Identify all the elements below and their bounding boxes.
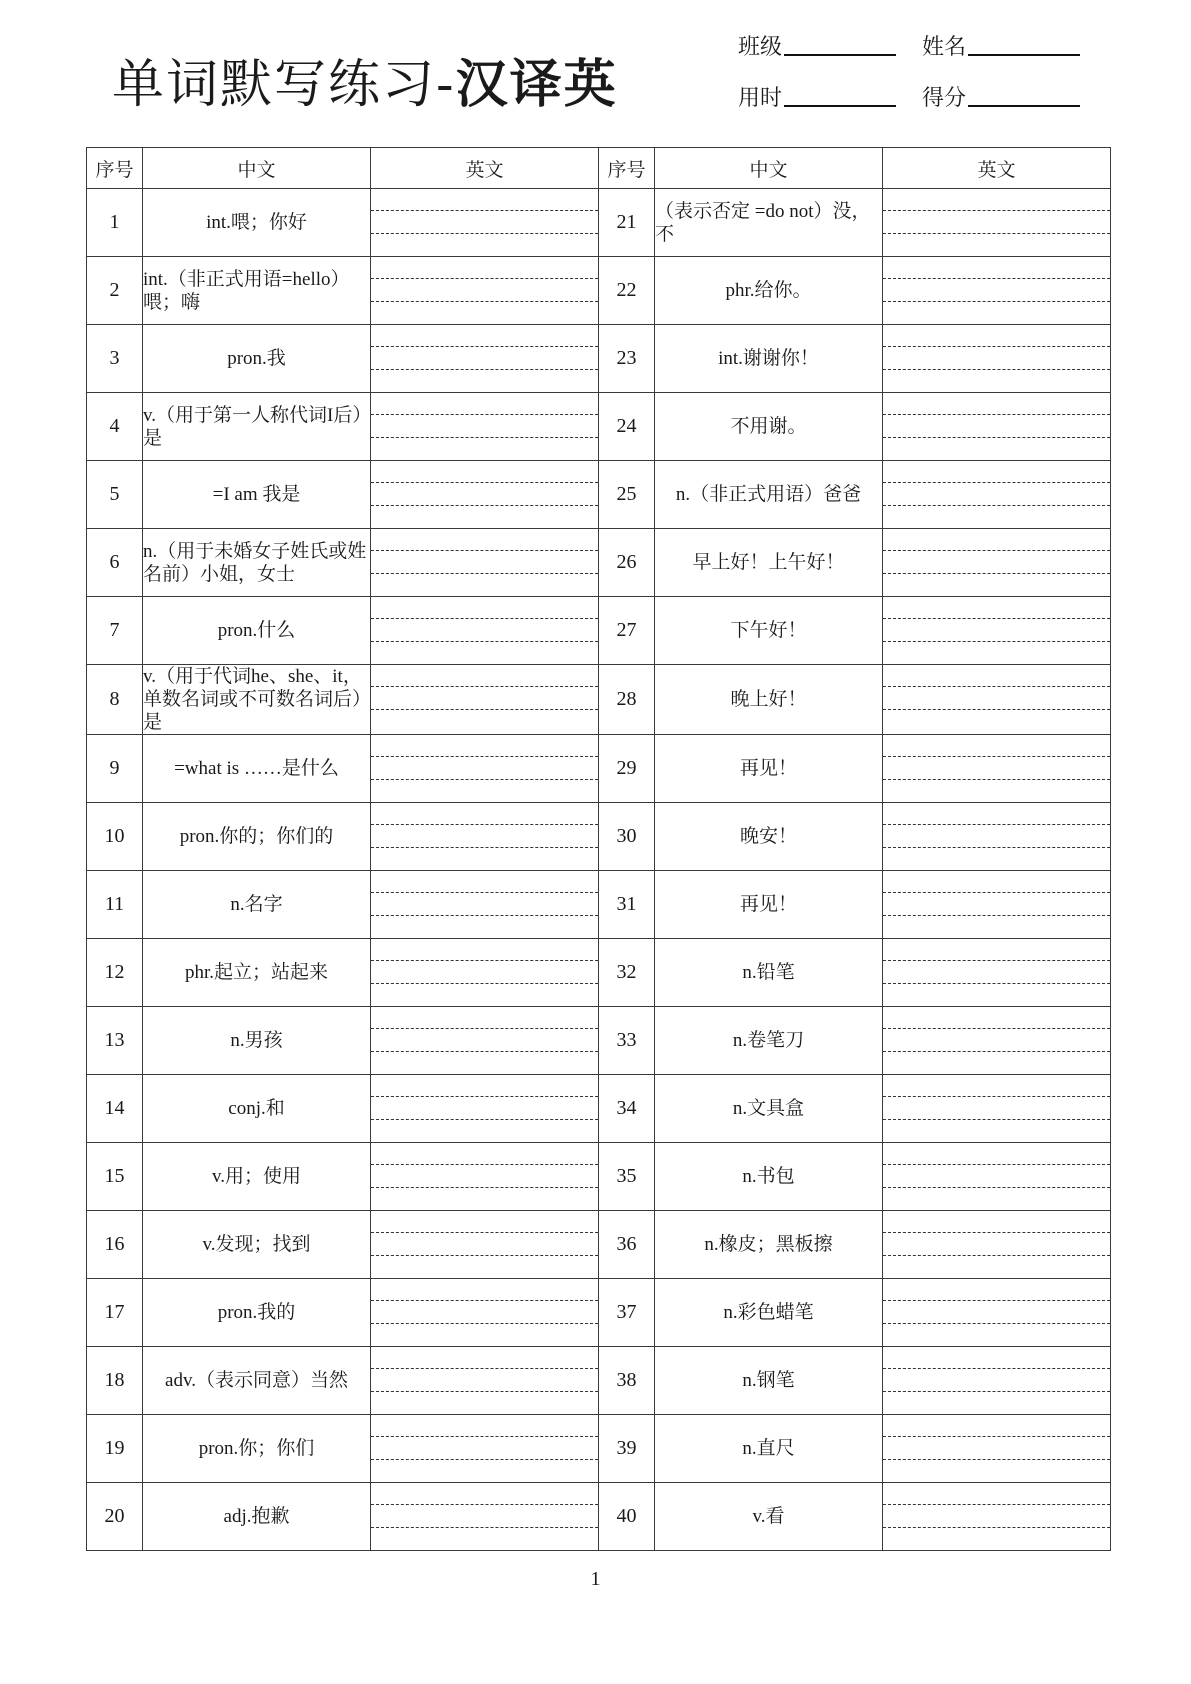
- chinese-meaning: 晚上好！: [655, 665, 883, 735]
- col-header-chinese: 中文: [655, 148, 883, 189]
- writing-guide-line: [883, 1232, 1110, 1233]
- table-row: [87, 803, 1111, 871]
- english-answer-field[interactable]: [883, 1211, 1111, 1279]
- english-answer-field[interactable]: [371, 735, 599, 803]
- writing-guide-line: [371, 756, 598, 757]
- item-number: 21: [599, 189, 655, 257]
- item-number: 33: [599, 1007, 655, 1075]
- time-input-line[interactable]: [784, 104, 896, 107]
- english-answer-field[interactable]: [883, 1075, 1111, 1143]
- writing-guide-line: [883, 233, 1110, 234]
- english-answer-field[interactable]: [883, 1279, 1111, 1347]
- writing-guide-line: [883, 1368, 1110, 1369]
- writing-guide-line: [371, 1232, 598, 1233]
- writing-guide-line: [883, 892, 1110, 893]
- writing-guide-line: [883, 550, 1110, 551]
- writing-guide-line: [371, 573, 598, 574]
- item-number: 1: [87, 189, 143, 257]
- chinese-meaning: phr.给你。: [655, 257, 883, 325]
- writing-guide-line: [883, 847, 1110, 848]
- writing-guide-line: [883, 1164, 1110, 1165]
- writing-guide-line: [883, 1300, 1110, 1301]
- item-number: 29: [599, 735, 655, 803]
- table-row: [87, 735, 1111, 803]
- writing-guide-line: [883, 1527, 1110, 1528]
- item-number: 15: [87, 1143, 143, 1211]
- writing-guide-line: [883, 301, 1110, 302]
- writing-guide-line: [371, 1096, 598, 1097]
- writing-guide-line: [371, 437, 598, 438]
- writing-guide-line: [883, 1323, 1110, 1324]
- writing-guide-line: [883, 437, 1110, 438]
- writing-guide-line: [371, 1436, 598, 1437]
- writing-guide-line: [371, 1323, 598, 1324]
- writing-guide-line: [371, 369, 598, 370]
- item-number: 9: [87, 735, 143, 803]
- chinese-meaning: adv.（表示同意）当然: [143, 1347, 371, 1415]
- writing-guide-line: [371, 779, 598, 780]
- chinese-meaning: pron.我的: [143, 1279, 371, 1347]
- english-answer-field[interactable]: [883, 665, 1111, 735]
- chinese-meaning: int.喂；你好: [143, 189, 371, 257]
- chinese-meaning: 晚安！: [655, 803, 883, 871]
- english-answer-field[interactable]: [883, 1415, 1111, 1483]
- time-label: 用时: [738, 86, 783, 111]
- writing-guide-line: [883, 210, 1110, 211]
- table-row: [87, 1279, 1111, 1347]
- item-number: 8: [87, 665, 143, 735]
- writing-guide-line: [883, 779, 1110, 780]
- chinese-meaning: n.书包: [655, 1143, 883, 1211]
- page-title: [112, 42, 618, 117]
- writing-guide-line: [883, 482, 1110, 483]
- english-answer-field[interactable]: [371, 1279, 599, 1347]
- class-field[interactable]: [738, 30, 896, 61]
- item-number: 36: [599, 1211, 655, 1279]
- col-header-english: 英文: [371, 148, 599, 189]
- table-header-row: [87, 148, 1111, 189]
- writing-guide-line: [371, 550, 598, 551]
- english-answer-field[interactable]: [883, 325, 1111, 393]
- item-number: 27: [599, 597, 655, 665]
- chinese-meaning: n.（非正式用语）爸爸: [655, 461, 883, 529]
- chinese-meaning: n.直尺: [655, 1415, 883, 1483]
- chinese-meaning: adj.抱歉: [143, 1483, 371, 1551]
- item-number: 25: [599, 461, 655, 529]
- time-field[interactable]: [738, 81, 896, 112]
- item-number: 12: [87, 939, 143, 1007]
- writing-guide-line: [371, 233, 598, 234]
- table-row: [87, 325, 1111, 393]
- english-answer-field[interactable]: [883, 939, 1111, 1007]
- table-row: [87, 597, 1111, 665]
- item-number: 35: [599, 1143, 655, 1211]
- item-number: 17: [87, 1279, 143, 1347]
- english-answer-field[interactable]: [371, 393, 599, 461]
- english-answer-field[interactable]: [371, 1483, 599, 1551]
- chinese-meaning: n.男孩: [143, 1007, 371, 1075]
- english-answer-field[interactable]: [883, 189, 1111, 257]
- english-answer-field[interactable]: [371, 597, 599, 665]
- chinese-meaning: 再见！: [655, 871, 883, 939]
- writing-guide-line: [371, 892, 598, 893]
- item-number: 7: [87, 597, 143, 665]
- writing-guide-line: [371, 301, 598, 302]
- chinese-meaning: v.发现；找到: [143, 1211, 371, 1279]
- chinese-meaning: n.彩色蜡笔: [655, 1279, 883, 1347]
- chinese-meaning: int.谢谢你！: [655, 325, 883, 393]
- item-number: 14: [87, 1075, 143, 1143]
- name-field[interactable]: [922, 30, 1080, 61]
- chinese-meaning: n.（用于未婚女子姓氏或姓名前）小姐，女士: [143, 529, 371, 597]
- item-number: 26: [599, 529, 655, 597]
- table-row: [87, 1143, 1111, 1211]
- item-number: 40: [599, 1483, 655, 1551]
- chinese-meaning: n.文具盒: [655, 1075, 883, 1143]
- english-answer-field[interactable]: [883, 1347, 1111, 1415]
- chinese-meaning: v.（用于代词he、she、it，单数名词或不可数名词后）是: [143, 665, 371, 735]
- english-answer-field[interactable]: [371, 257, 599, 325]
- english-answer-field[interactable]: [883, 1007, 1111, 1075]
- english-answer-field[interactable]: [883, 871, 1111, 939]
- chinese-meaning: n.钢笔: [655, 1347, 883, 1415]
- table-row: [87, 1007, 1111, 1075]
- writing-guide-line: [371, 1300, 598, 1301]
- writing-guide-line: [371, 1028, 598, 1029]
- name-input-line[interactable]: [968, 53, 1080, 56]
- chinese-meaning: pron.什么: [143, 597, 371, 665]
- chinese-meaning: n.铅笔: [655, 939, 883, 1007]
- chinese-meaning: pron.你的；你们的: [143, 803, 371, 871]
- class-input-line[interactable]: [784, 53, 896, 56]
- col-header-num: 序号: [87, 148, 143, 189]
- writing-guide-line: [883, 915, 1110, 916]
- item-number: 22: [599, 257, 655, 325]
- item-number: 2: [87, 257, 143, 325]
- table-row: [87, 1075, 1111, 1143]
- chinese-meaning: v.（用于第一人称代词I后）是: [143, 393, 371, 461]
- writing-guide-line: [371, 1051, 598, 1052]
- writing-guide-line: [883, 1255, 1110, 1256]
- english-answer-field[interactable]: [883, 597, 1111, 665]
- writing-guide-line: [883, 824, 1110, 825]
- english-answer-field[interactable]: [371, 665, 599, 735]
- item-number: 39: [599, 1415, 655, 1483]
- chinese-meaning: 早上好！上午好！: [655, 529, 883, 597]
- english-answer-field[interactable]: [371, 939, 599, 1007]
- item-number: 19: [87, 1415, 143, 1483]
- writing-guide-line: [883, 709, 1110, 710]
- title-subtitle: 汉译英: [455, 55, 618, 115]
- writing-guide-line: [883, 505, 1110, 506]
- name-label: 姓名: [922, 35, 967, 60]
- item-number: 31: [599, 871, 655, 939]
- item-number: 32: [599, 939, 655, 1007]
- item-number: 18: [87, 1347, 143, 1415]
- english-answer-field[interactable]: [371, 325, 599, 393]
- chinese-meaning: n.名字: [143, 871, 371, 939]
- table-row: [87, 871, 1111, 939]
- item-number: 28: [599, 665, 655, 735]
- page-number: 1: [590, 1568, 601, 1590]
- score-field[interactable]: [922, 81, 1080, 112]
- title-main: 单词默写练习-: [112, 55, 456, 115]
- chinese-meaning: 再见！: [655, 735, 883, 803]
- writing-guide-line: [371, 983, 598, 984]
- writing-guide-line: [371, 482, 598, 483]
- writing-guide-line: [371, 210, 598, 211]
- writing-guide-line: [883, 414, 1110, 415]
- writing-guide-line: [883, 278, 1110, 279]
- score-input-line[interactable]: [968, 104, 1080, 107]
- writing-guide-line: [883, 1096, 1110, 1097]
- writing-guide-line: [883, 369, 1110, 370]
- english-answer-field[interactable]: [371, 803, 599, 871]
- english-answer-field[interactable]: [371, 871, 599, 939]
- writing-guide-line: [371, 1391, 598, 1392]
- writing-guide-line: [883, 960, 1110, 961]
- english-answer-field[interactable]: [371, 529, 599, 597]
- chinese-meaning: conj.和: [143, 1075, 371, 1143]
- item-number: 20: [87, 1483, 143, 1551]
- table-row: [87, 189, 1111, 257]
- chinese-meaning: 下午好！: [655, 597, 883, 665]
- english-answer-field[interactable]: [883, 803, 1111, 871]
- english-answer-field[interactable]: [371, 1143, 599, 1211]
- writing-guide-line: [883, 573, 1110, 574]
- writing-guide-line: [883, 1051, 1110, 1052]
- table-row: [87, 1415, 1111, 1483]
- item-number: 38: [599, 1347, 655, 1415]
- writing-guide-line: [371, 278, 598, 279]
- writing-guide-line: [371, 960, 598, 961]
- writing-guide-line: [371, 824, 598, 825]
- table-row: [87, 529, 1111, 597]
- writing-guide-line: [371, 1368, 598, 1369]
- item-number: 37: [599, 1279, 655, 1347]
- item-number: 16: [87, 1211, 143, 1279]
- item-number: 4: [87, 393, 143, 461]
- item-number: 34: [599, 1075, 655, 1143]
- chinese-meaning: int.（非正式用语=hello）喂；嗨: [143, 257, 371, 325]
- writing-guide-line: [883, 1028, 1110, 1029]
- writing-guide-line: [883, 346, 1110, 347]
- table-row: [87, 257, 1111, 325]
- writing-guide-line: [371, 641, 598, 642]
- table-row: [87, 1347, 1111, 1415]
- writing-guide-line: [883, 1391, 1110, 1392]
- item-number: 13: [87, 1007, 143, 1075]
- writing-guide-line: [883, 1504, 1110, 1505]
- table-row: [87, 939, 1111, 1007]
- english-answer-field[interactable]: [371, 189, 599, 257]
- writing-guide-line: [371, 1119, 598, 1120]
- table-row: [87, 393, 1111, 461]
- chinese-meaning: v.用；使用: [143, 1143, 371, 1211]
- chinese-meaning: 不用谢。: [655, 393, 883, 461]
- score-label: 得分: [922, 86, 967, 111]
- col-header-num: 序号: [599, 148, 655, 189]
- item-number: 24: [599, 393, 655, 461]
- writing-guide-line: [883, 1119, 1110, 1120]
- chinese-meaning: =what is ……是什么: [143, 735, 371, 803]
- item-number: 23: [599, 325, 655, 393]
- writing-guide-line: [371, 847, 598, 848]
- writing-guide-line: [371, 414, 598, 415]
- english-answer-field[interactable]: [883, 529, 1111, 597]
- english-answer-field[interactable]: [883, 257, 1111, 325]
- chinese-meaning: pron.我: [143, 325, 371, 393]
- writing-guide-line: [883, 756, 1110, 757]
- writing-guide-line: [371, 346, 598, 347]
- english-answer-field[interactable]: [883, 461, 1111, 529]
- item-number: 11: [87, 871, 143, 939]
- writing-guide-line: [371, 686, 598, 687]
- writing-guide-line: [883, 641, 1110, 642]
- writing-guide-line: [371, 505, 598, 506]
- chinese-meaning: v.看: [655, 1483, 883, 1551]
- writing-guide-line: [371, 1164, 598, 1165]
- chinese-meaning: n.橡皮；黑板擦: [655, 1211, 883, 1279]
- item-number: 5: [87, 461, 143, 529]
- item-number: 10: [87, 803, 143, 871]
- english-answer-field[interactable]: [883, 1483, 1111, 1551]
- chinese-meaning: =I am 我是: [143, 461, 371, 529]
- class-label: 班级: [738, 35, 783, 60]
- chinese-meaning: phr.起立；站起来: [143, 939, 371, 1007]
- table-row: [87, 665, 1111, 735]
- col-header-chinese: 中文: [143, 148, 371, 189]
- vocab-table: [86, 147, 1111, 1551]
- writing-guide-line: [371, 1504, 598, 1505]
- item-number: 30: [599, 803, 655, 871]
- writing-guide-line: [371, 915, 598, 916]
- writing-guide-line: [371, 1527, 598, 1528]
- item-number: 3: [87, 325, 143, 393]
- writing-guide-line: [883, 618, 1110, 619]
- chinese-meaning: n.卷笔刀: [655, 1007, 883, 1075]
- writing-guide-line: [883, 983, 1110, 984]
- english-answer-field[interactable]: [371, 1075, 599, 1143]
- writing-guide-line: [883, 1187, 1110, 1188]
- english-answer-field[interactable]: [371, 1415, 599, 1483]
- english-answer-field[interactable]: [883, 1143, 1111, 1211]
- writing-guide-line: [883, 1436, 1110, 1437]
- writing-guide-line: [371, 618, 598, 619]
- chinese-meaning: （表示否定 =do not）没，不: [655, 189, 883, 257]
- col-header-english: 英文: [883, 148, 1111, 189]
- writing-guide-line: [371, 1459, 598, 1460]
- table-row: [87, 1483, 1111, 1551]
- english-answer-field[interactable]: [371, 461, 599, 529]
- english-answer-field[interactable]: [371, 1007, 599, 1075]
- english-answer-field[interactable]: [371, 1211, 599, 1279]
- table-row: [87, 461, 1111, 529]
- writing-guide-line: [371, 709, 598, 710]
- item-number: 6: [87, 529, 143, 597]
- writing-guide-line: [371, 1255, 598, 1256]
- chinese-meaning: pron.你；你们: [143, 1415, 371, 1483]
- english-answer-field[interactable]: [883, 735, 1111, 803]
- writing-guide-line: [883, 1459, 1110, 1460]
- english-answer-field[interactable]: [371, 1347, 599, 1415]
- writing-guide-line: [371, 1187, 598, 1188]
- table-row: [87, 1211, 1111, 1279]
- writing-guide-line: [883, 686, 1110, 687]
- english-answer-field[interactable]: [883, 393, 1111, 461]
